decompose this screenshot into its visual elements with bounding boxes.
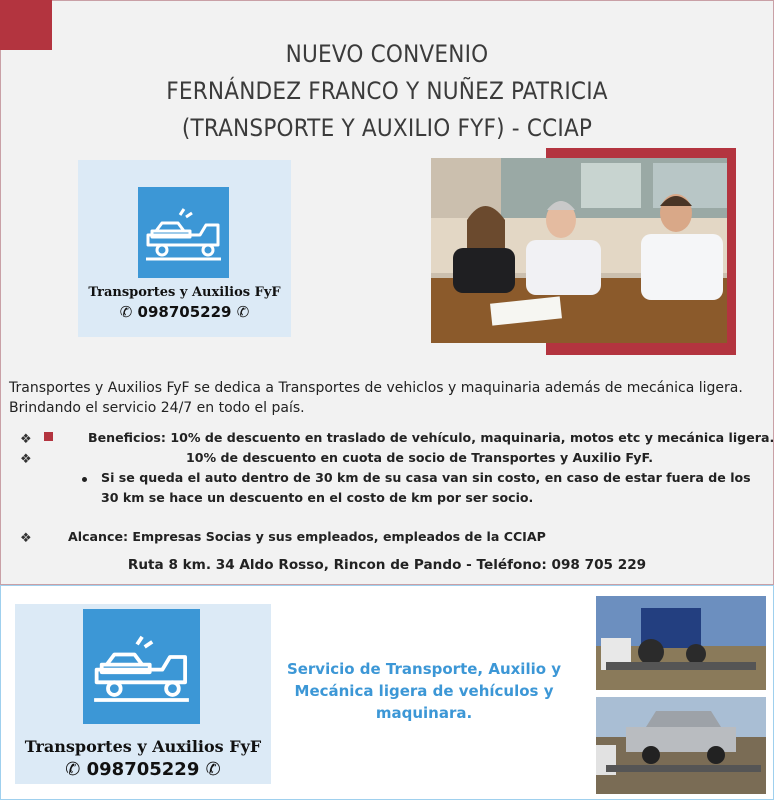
diamond-bullet-icon: ❖ [20, 531, 32, 546]
diamond-bullet-icon: ❖ [20, 432, 32, 447]
photo-meeting [431, 158, 727, 343]
title-line-1: NUEVO CONVENIO [285, 40, 489, 68]
company-phone: ✆ 098705229 ✆ [119, 303, 250, 321]
whatsapp-icon: ✆ [205, 759, 221, 780]
company-logo [78, 160, 291, 337]
whatsapp-icon: ✆ [65, 759, 81, 780]
signing-photo [431, 148, 736, 355]
whatsapp-icon: ✆ [119, 303, 133, 321]
scope-line: Alcance: Empresas Socias y sus empleados, empleados de la CCIAP [68, 529, 546, 544]
title-line-2: FERNÁNDEZ FRANCO Y NUÑEZ PATRICIA [166, 77, 608, 105]
benefit-detail-2: 30 km se hace un descuento en el costo de km por ser socio. [101, 490, 534, 505]
photo-tractor-on-tow-truck [596, 596, 766, 690]
service-tagline: Servicio de Transporte, Auxilio y Mecánica ligera de vehículos y maquinara. [286, 660, 562, 722]
company-description: Transportes y Auxilios FyF se dedica a Transportes de vehiclos y maquinaria además de mecánica ligera. Brindando el servicio 24/7 en todo el país. [9, 380, 743, 416]
red-square-bullet [44, 432, 53, 441]
diamond-bullet-icon: ❖ [20, 452, 32, 467]
company-phone: ✆ 098705229 ✆ [65, 759, 221, 780]
tow-truck-icon [138, 187, 229, 278]
whatsapp-icon: ✆ [236, 303, 250, 321]
dot-bullet [82, 477, 87, 482]
address-line: Ruta 8 km. 34 Aldo Rosso, Rincon de Pando - Teléfono: 098 705 229 [127, 557, 647, 573]
benefit-detail-1: Si se queda el auto dentro de 30 km de su casa van sin costo, en caso de estar fuera de los [101, 470, 751, 485]
benefit-line-2: 10% de descuento en cuota de socio de Transportes y Auxilio FyF. [186, 450, 654, 465]
company-name: Transportes y Auxilios FyF [88, 285, 281, 300]
company-logo-large [15, 604, 271, 784]
title-line-3: (TRANSPORTE Y AUXILIO FYF) - CCIAP [181, 114, 593, 142]
photo-pickup-on-tow-truck [596, 697, 766, 794]
tow-truck-icon [83, 609, 200, 724]
company-name: Transportes y Auxilios FyF [24, 737, 262, 756]
benefit-line-1: Beneficios: 10% de descuento en traslado de vehículo, maquinaria, motos etc y mecánica ligera. [88, 430, 774, 445]
